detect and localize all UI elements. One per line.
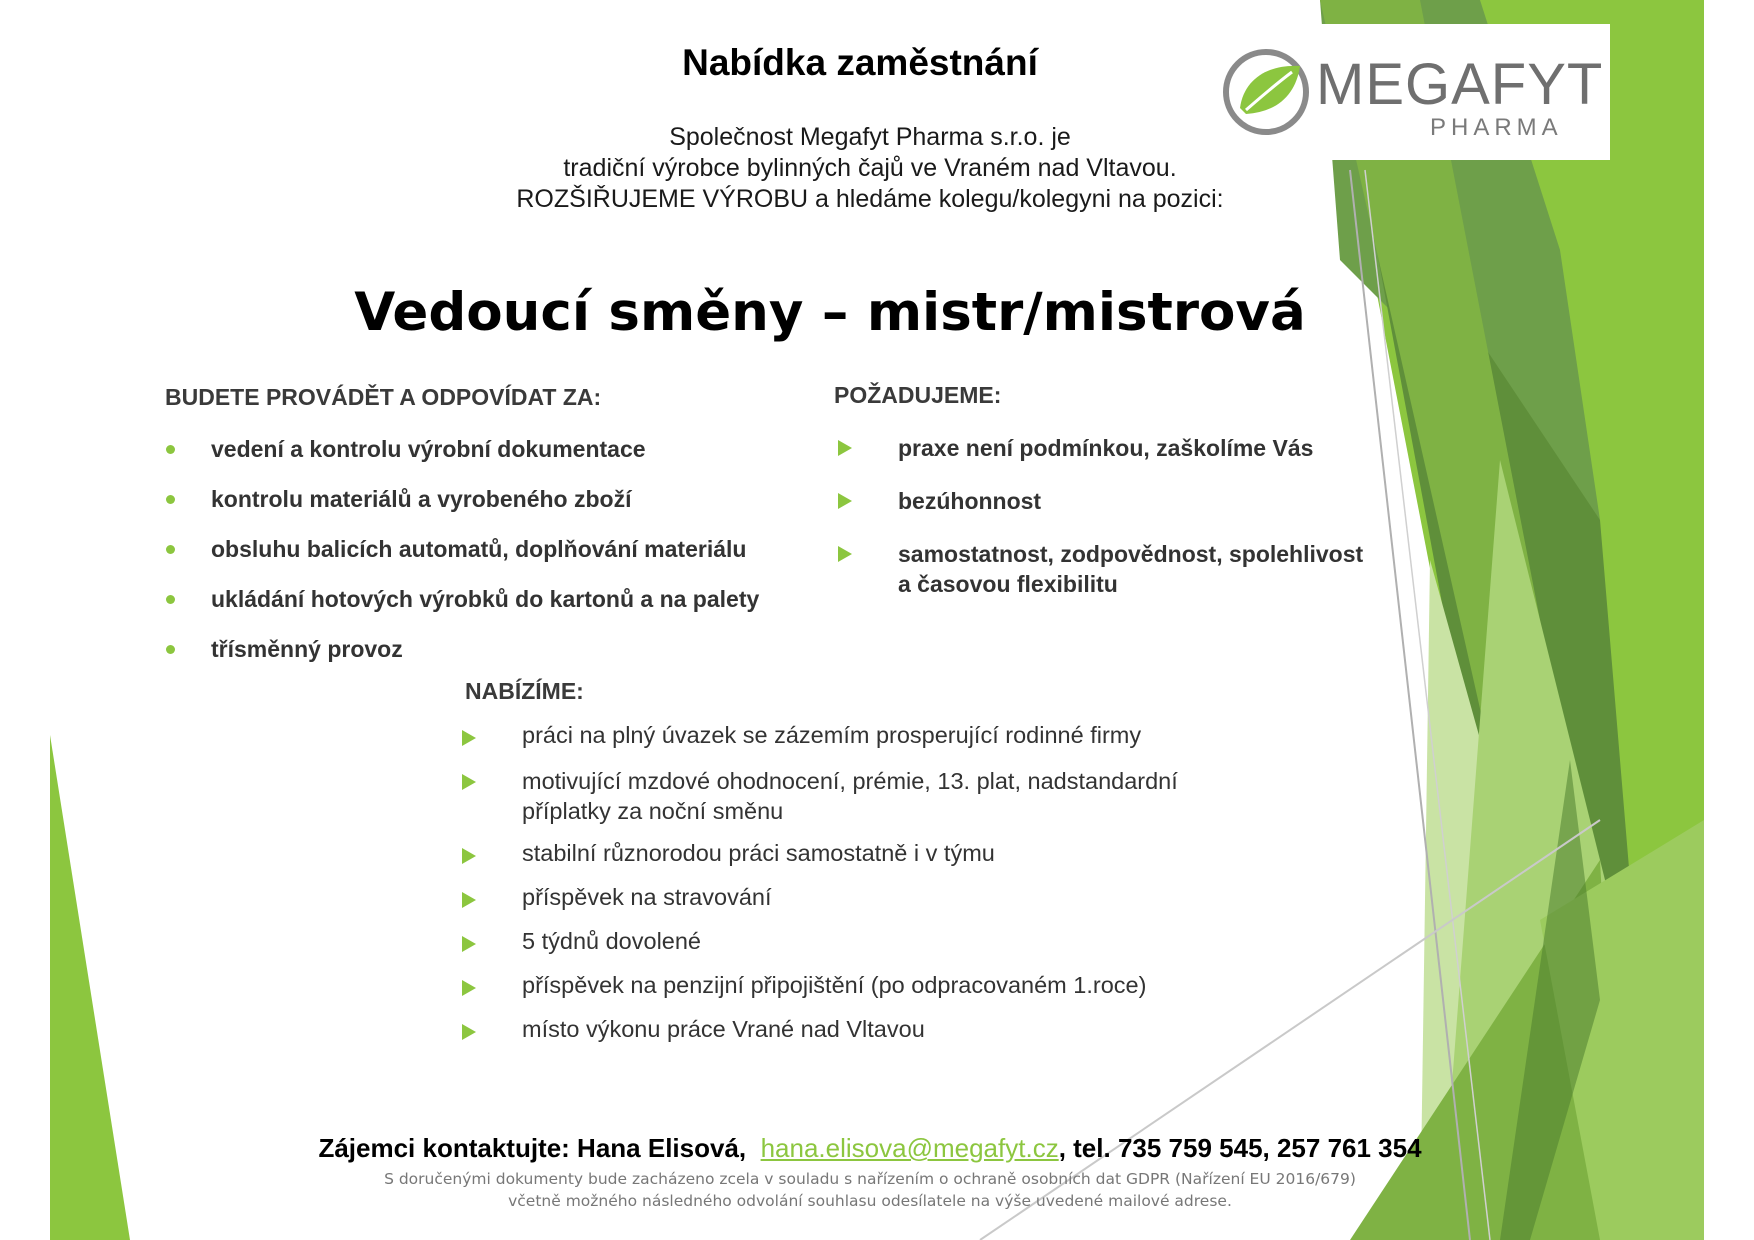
list-item: vedení a kontrolu výrobní dokumentace xyxy=(211,434,759,464)
requirements-heading: POŽADUJEME: xyxy=(834,382,1002,408)
company-logo xyxy=(1212,24,1610,160)
bullet-dot-icon xyxy=(166,545,175,554)
offer-heading: NABÍZÍME: xyxy=(465,678,584,704)
list-item: bezúhonnost xyxy=(898,488,1042,514)
list-item: příspěvek na stravování xyxy=(522,884,772,910)
list-item: práci na plný úvazek se zázemím prosperující rodinné firmy xyxy=(522,722,1142,748)
page-title: Nabídka zaměstnání xyxy=(682,42,1038,83)
contact-line xyxy=(270,1133,1470,1164)
list-item: obsluhu balicích automatů, doplňování materiálu xyxy=(211,534,759,564)
bullet-dot-icon xyxy=(166,495,175,504)
contact-phones: , tel. 735 759 545, 257 761 354 xyxy=(1058,1133,1422,1163)
arrow-bullet-icon xyxy=(462,980,476,996)
gdpr-notice xyxy=(270,1168,1470,1212)
arrow-bullet-icon xyxy=(462,774,476,790)
logo-subtitle: PHARMA xyxy=(1430,114,1563,141)
bullet-dot-icon xyxy=(166,595,175,604)
list-item: třísměnný provoz xyxy=(211,634,759,664)
duties-list xyxy=(211,434,759,664)
bullet-dot-icon xyxy=(166,645,175,654)
bullet-dot-icon xyxy=(166,445,175,454)
list-item: kontrolu materiálů a vyrobeného zboží xyxy=(211,484,759,514)
arrow-bullet-icon xyxy=(838,493,852,509)
intro-line: tradiční výrobce bylinných čajů ve Vraném nad Vltavou. xyxy=(563,154,1177,182)
list-item: ukládání hotových výrobků do kartonů a na palety xyxy=(211,584,759,614)
arrow-bullet-icon xyxy=(462,936,476,952)
arrow-bullet-icon xyxy=(462,848,476,864)
contact-prefix: Zájemci kontaktujte: Hana Elisová, xyxy=(318,1133,747,1163)
list-item: 5 týdnů dovolené xyxy=(522,928,702,954)
arrow-bullet-icon xyxy=(462,892,476,908)
list-item: příspěvek na penzijní připojištění (po odpracovaném 1.roce) xyxy=(522,972,1147,998)
intro-text xyxy=(420,122,1320,215)
gdpr-line: včetně možného následného odvolání souhlasu odesílatele na výše uvedené mailové adrese. xyxy=(508,1192,1232,1210)
list-item-continuation: a časovou flexibilitu xyxy=(898,571,1118,597)
intro-line: Společnost Megafyt Pharma s.r.o. je xyxy=(669,123,1071,151)
duties-heading: BUDETE PROVÁDĚT A ODPOVÍDAT ZA: xyxy=(165,384,602,410)
logo-wordmark: MEGAFYT xyxy=(1316,52,1604,117)
arrow-bullet-icon xyxy=(462,1024,476,1040)
list-item: praxe není podmínkou, zaškolíme Vás xyxy=(898,435,1314,461)
arrow-bullet-icon xyxy=(462,730,476,746)
arrow-bullet-icon xyxy=(838,546,852,562)
offer-list xyxy=(462,722,1362,1050)
list-item: samostatnost, zodpovědnost, spolehlivost xyxy=(898,541,1364,567)
intro-line: ROZŠIŘUJEME VÝROBU a hledáme kolegu/kolegyni na pozici: xyxy=(516,185,1224,213)
position-title: Vedoucí směny – mistr/mistrová xyxy=(354,282,1306,343)
gdpr-line: S doručenými dokumenty bude zacházeno zcela v souladu s nařízením o ochraně osobních dat GDPR (Nařízení EU 2016/679) xyxy=(384,1170,1356,1188)
leaf-icon xyxy=(1222,48,1310,136)
arrow-bullet-icon xyxy=(838,440,852,456)
list-item: místo výkonu práce Vrané nad Vltavou xyxy=(522,1016,925,1042)
contact-email-link[interactable]: hana.elisova@megafyt.cz xyxy=(760,1133,1059,1163)
list-item: stabilní různorodou práci samostatně i v týmu xyxy=(522,840,995,866)
list-item: motivující mzdové ohodnocení, prémie, 13. plat, nadstandardní příplatky za noční směnu xyxy=(522,768,1178,824)
